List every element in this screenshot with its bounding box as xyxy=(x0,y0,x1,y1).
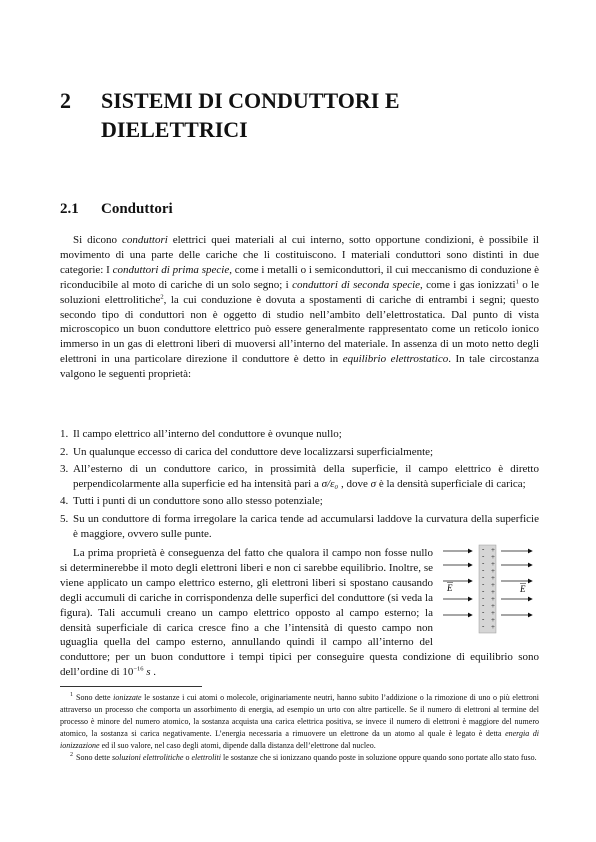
footnote-number: 1 xyxy=(70,692,73,699)
term-conduttori: conduttori xyxy=(121,234,168,246)
properties-list xyxy=(60,427,539,544)
list-marker: 2. xyxy=(60,445,69,458)
positive-charges xyxy=(491,546,495,631)
list-item xyxy=(60,462,539,492)
text-run: o le soluzioni elettrolitiche xyxy=(60,278,539,306)
field-label-left: E xyxy=(447,583,453,593)
term-equilibrio-elettrostatico: equilibrio elettrostatico xyxy=(342,353,449,366)
positive-charge: + xyxy=(491,588,495,596)
footnote-ref-1[interactable]: 1 xyxy=(515,278,519,286)
list-marker: 3. xyxy=(60,463,69,475)
text-run: La prima proprietà è conseguenza del fatto che qualora il campo non fosse nullo si determinerebbe il moto degli elettroni liberi e non ci sarebbe equilibrio. Inoltre, se viene applicato un campo elettrico esterno, gli elettroni liberi si spostano causando degli accumuli di cariche in corrispondenza delle superfici del conduttore (si veda la figura). Tali accumuli creano un campo elettrico opposto al campo esterno; la densità superficiale di carica cresce fino a che l’intensità di questo campo non uguaglia quella del campo esterno, annullando quindi il campo all’interno del conduttore; per un buon conduttore i tempi tipici per conseguire questa condizione di equilibrio sono dell’ordine di xyxy=(60,547,539,679)
text-run: Sono dette xyxy=(76,753,112,762)
text-run: , come i gas ionizzati xyxy=(420,278,516,291)
list-item-text: Tutti i punti di un conduttore sono allo stesso potenziale; xyxy=(73,495,323,508)
chapter-number: 2 xyxy=(60,88,71,113)
time-exponent: −16 xyxy=(133,665,144,673)
chapter-title-line-1: SISTEMI DI CONDUTTORI E xyxy=(101,88,400,113)
negative-charge: - xyxy=(482,559,485,567)
conductor-field-diagram xyxy=(439,543,539,643)
list-marker: 4. xyxy=(60,495,69,508)
positive-charge: + xyxy=(491,609,495,617)
section-title: Conduttori xyxy=(101,201,173,217)
section-number: 2.1 xyxy=(60,201,79,217)
list-item-text: Su un conduttore di forma irregolare la carica tende ad accumularsi laddove la curvatura della superficie è maggiore, ovvero sulle punte. xyxy=(73,512,539,540)
text-run: Sono dette xyxy=(76,693,114,702)
term-elettroliti: elettroliti xyxy=(191,753,221,762)
list-item-text: è la densità superficiale di carica; xyxy=(376,477,526,490)
list-item xyxy=(60,512,539,542)
list-item-text: All’esterno di un conduttore carico, in prossimità della superficie, il campo elettrico è diretto perpendicolarmente alla superficie ed ha intensità pari a xyxy=(73,463,539,490)
negative-charge: - xyxy=(482,594,485,602)
text-run: le sostanze i cui atomi o molecole, originariamente neutri, hanno subito l’addizione o la rimozione di uno o più elettroni attraverso un processo che comporta un assorbimento di energia, ad esempio un urto con altre particelle. Se il numero di elettroni al termine del processo è minore del numero atomico, la sostanza acquista una carica elettrica positiva, se invece il numero di elettroni è maggiore del numero atomico, la sostanza si carica negativamente. L’energia necessaria a rimuovere un elettrone da un atomo al quale è legato è detta xyxy=(60,693,540,738)
footnote-number: 2 xyxy=(70,752,73,759)
text-run: ed il suo valore, nel caso degli atomi, dipende dalla distanza dell’elettrone dal nucleo. xyxy=(99,741,376,750)
list-item-text: Il campo elettrico all’interno del conduttore è ovunque nullo; xyxy=(73,428,342,440)
positive-charge: + xyxy=(491,553,495,561)
term-soluzioni-elettrolitiche: soluzioni elettrolitiche xyxy=(112,753,184,762)
text-run: , la cui conduzione è dovuta a spostamenti di cariche di entrambi i segni; questo secondo tipo di conduttori non è oggetto di studio nell’ambito dell’elettrostatica. Dal punto di vista microscopico un buon conduttore elettrico può essere generalmente rappresentato come un reticolo ionico immerso in un gas di elettroni liberi di muoversi all’interno del materiale. In assenza di un moto netto degli elettroni in una particolare direzione il conduttore è detto in xyxy=(60,293,540,366)
term-prima-specie: conduttori di prima specie xyxy=(112,263,230,276)
chapter-title-line-2: DIELETTRICI xyxy=(101,117,248,142)
footnote-divider xyxy=(60,686,202,687)
negative-charge: - xyxy=(482,601,485,609)
positive-charge: + xyxy=(491,560,495,568)
text-run: elettrici quei materiali al cui interno, sotto opportune condizioni, è possibile il movimento di una parte delle cariche che li costituiscono. I materiali conduttori sono distinti in due categorie: I xyxy=(60,234,539,276)
positive-charge: + xyxy=(491,546,495,554)
text-run: o xyxy=(183,753,192,762)
outgoing-field-arrows xyxy=(501,551,532,615)
formula-sigma-over-epsilon: σ/ε₀ xyxy=(321,477,339,490)
list-item xyxy=(60,427,539,442)
negative-charge: - xyxy=(482,566,485,574)
field-label-right: E xyxy=(520,584,526,594)
text-run: Si dicono xyxy=(73,234,122,246)
list-item-text: , dove xyxy=(338,477,371,490)
list-item-text: Un qualunque eccesso di carica del conduttore deve localizzarsi superficialmente; xyxy=(73,445,434,458)
text-run: . In tale circostanza valgono le seguenti proprietà: xyxy=(60,353,539,381)
negative-charge: - xyxy=(482,622,485,630)
list-item xyxy=(60,494,539,509)
text-run: . xyxy=(150,666,157,679)
list-marker: 5. xyxy=(60,512,69,525)
positive-charge: + xyxy=(491,574,495,582)
chapter-title xyxy=(101,86,501,144)
term-ionizzate: ionizzate xyxy=(113,693,142,702)
text-run: , come i metalli o i semiconduttori, il cui meccanismo di conduzione è riconducibile al moto di cariche di un solo segno; i xyxy=(60,263,540,291)
text-run: le sostanze che si ionizzano quando poste in soluzione oppure quando sono portate allo stato fuso. xyxy=(220,753,537,762)
positive-charge: + xyxy=(491,602,495,610)
footnotes xyxy=(60,692,539,764)
negative-charge: - xyxy=(482,608,485,616)
time-base: 10 xyxy=(122,666,134,679)
positive-charge: + xyxy=(491,567,495,575)
negative-charge: - xyxy=(482,552,485,560)
footnote-ref-2[interactable]: 2 xyxy=(160,292,164,300)
conductor-figure xyxy=(439,546,539,646)
term-seconda-specie: conduttori di seconda specie xyxy=(292,278,421,291)
positive-charge: + xyxy=(491,581,495,589)
negative-charge: - xyxy=(482,573,485,581)
negative-charge: - xyxy=(482,587,485,595)
negative-charge: - xyxy=(482,615,485,623)
negative-charge: - xyxy=(482,545,485,553)
explanation-paragraph xyxy=(60,546,539,680)
positive-charge: + xyxy=(491,616,495,624)
positive-charge: + xyxy=(491,595,495,603)
intro-paragraph xyxy=(60,233,539,382)
negative-charge: - xyxy=(482,580,485,588)
time-unit: s xyxy=(146,666,151,679)
positive-charge: + xyxy=(491,623,495,631)
footnote-1 xyxy=(60,692,539,752)
symbol-sigma: σ xyxy=(370,477,377,490)
list-marker: 1. xyxy=(60,428,69,440)
term-energia-ionizzazione: energia di ionizzazione xyxy=(60,729,539,750)
list-item xyxy=(60,445,539,460)
footnote-2 xyxy=(60,752,539,764)
